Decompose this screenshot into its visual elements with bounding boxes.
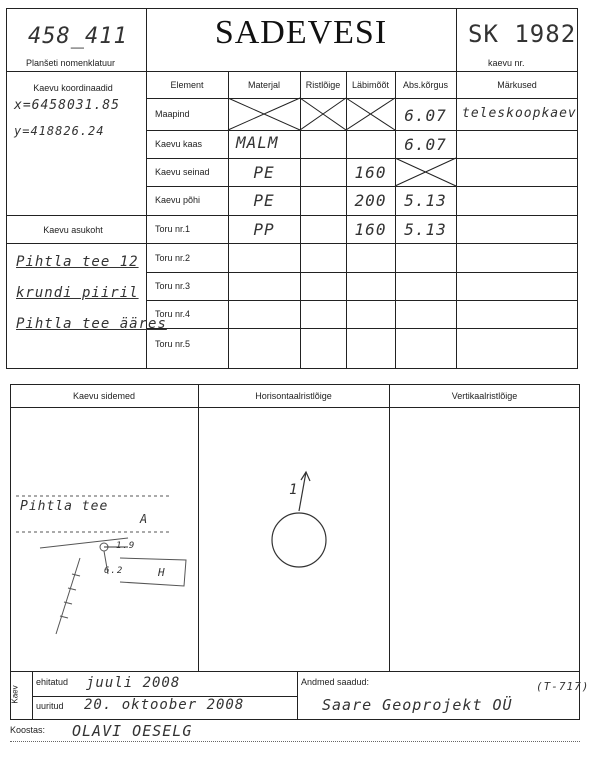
- drawing-col-divider-2: [389, 384, 390, 672]
- sketch-label-h: H: [158, 566, 166, 579]
- author-label: Koostas:: [10, 725, 46, 735]
- col-header-element: Element: [170, 79, 204, 90]
- north-mark: 1: [289, 482, 299, 498]
- row-element: Toru nr.5: [155, 339, 191, 349]
- coordinates-label: Kaevu koordinaadid: [33, 83, 113, 93]
- well-label: kaevu nr.: [488, 58, 525, 68]
- data-source-label: Andmed saadud:: [301, 677, 370, 687]
- author-underline: [10, 741, 580, 742]
- row-diameter: 200: [354, 191, 387, 210]
- row-material: PE: [253, 162, 275, 182]
- row-element: Kaevu põhi: [155, 195, 201, 205]
- row-element: Maapind: [155, 109, 190, 119]
- row-element: Kaevu seinad: [155, 167, 210, 177]
- col-header-diameter: Läbimõõt: [351, 79, 390, 90]
- location-line-2: krundi piiril: [16, 285, 139, 301]
- footer-mid-divider: [297, 672, 298, 720]
- row-element: Toru nr.2: [155, 253, 191, 263]
- sidemed-label: Kaevu sidemed: [72, 391, 136, 401]
- surveyed-label: uuritud: [36, 701, 64, 711]
- col-header-notes: Märkused: [497, 79, 537, 90]
- surveyed-value: 20. oktoober 2008: [84, 697, 245, 713]
- row-element: Toru nr.3: [155, 281, 191, 291]
- location-line-1: Pihtla tee 12: [16, 254, 139, 270]
- row-diameter: 160: [354, 162, 387, 182]
- row-notes: teleskoopkaev: [462, 106, 577, 121]
- data-source-value: Saare Geoprojekt OÜ: [322, 696, 513, 714]
- coordinate-x: x=6458031.85: [14, 98, 120, 113]
- sheet-number: 458_411: [28, 24, 128, 49]
- row-height: 6.07: [404, 134, 447, 154]
- col-header-cross: Ristlõige: [305, 79, 341, 90]
- row-material: PP: [253, 219, 275, 239]
- location-line-3: Pihtla tee ääres: [16, 316, 167, 332]
- built-label: ehitatud: [36, 677, 69, 687]
- row-material: PE: [253, 191, 275, 210]
- sketch-distance-2: 6.2: [104, 566, 124, 576]
- author-value: OLAVI OESELG: [72, 722, 193, 740]
- coordinate-y: y=418826.24: [14, 124, 105, 138]
- row-material: MALM: [236, 133, 279, 152]
- row-diameter: 160: [354, 219, 387, 239]
- row-height: 5.13: [404, 191, 447, 210]
- horizontal-section-drawing: [198, 408, 389, 672]
- sidemed-sketch: [10, 408, 198, 672]
- data-source-ref: (T-717): [536, 680, 590, 693]
- sketch-street-label: Pihtla tee: [20, 499, 109, 514]
- sketch-label-a: A: [140, 512, 149, 526]
- sketch-distance-1: 1.9: [116, 541, 136, 551]
- row-height: 5.13: [404, 219, 447, 239]
- vertical-section-label: Vertikaalristlõige: [451, 391, 518, 401]
- row-element: Toru nr.1: [155, 224, 191, 234]
- page-title: SADEVESI: [214, 14, 388, 51]
- built-value: juuli 2008: [86, 675, 181, 691]
- location-label: Kaevu asukoht: [43, 225, 103, 235]
- row-height: 6.07: [404, 105, 447, 125]
- footer-side-label: Kaev: [10, 685, 20, 704]
- row-element: Toru nr.4: [155, 309, 191, 319]
- horizontal-section-label: Horisontaalristlõige: [255, 391, 332, 401]
- sheet-label: Planšeti nomenklatuur: [26, 58, 116, 68]
- col-header-material: Materjal: [247, 79, 280, 90]
- well-number: SK 1982: [468, 20, 577, 48]
- row-element: Kaevu kaas: [155, 139, 203, 149]
- col-header-height: Abs.kõrgus: [402, 79, 449, 90]
